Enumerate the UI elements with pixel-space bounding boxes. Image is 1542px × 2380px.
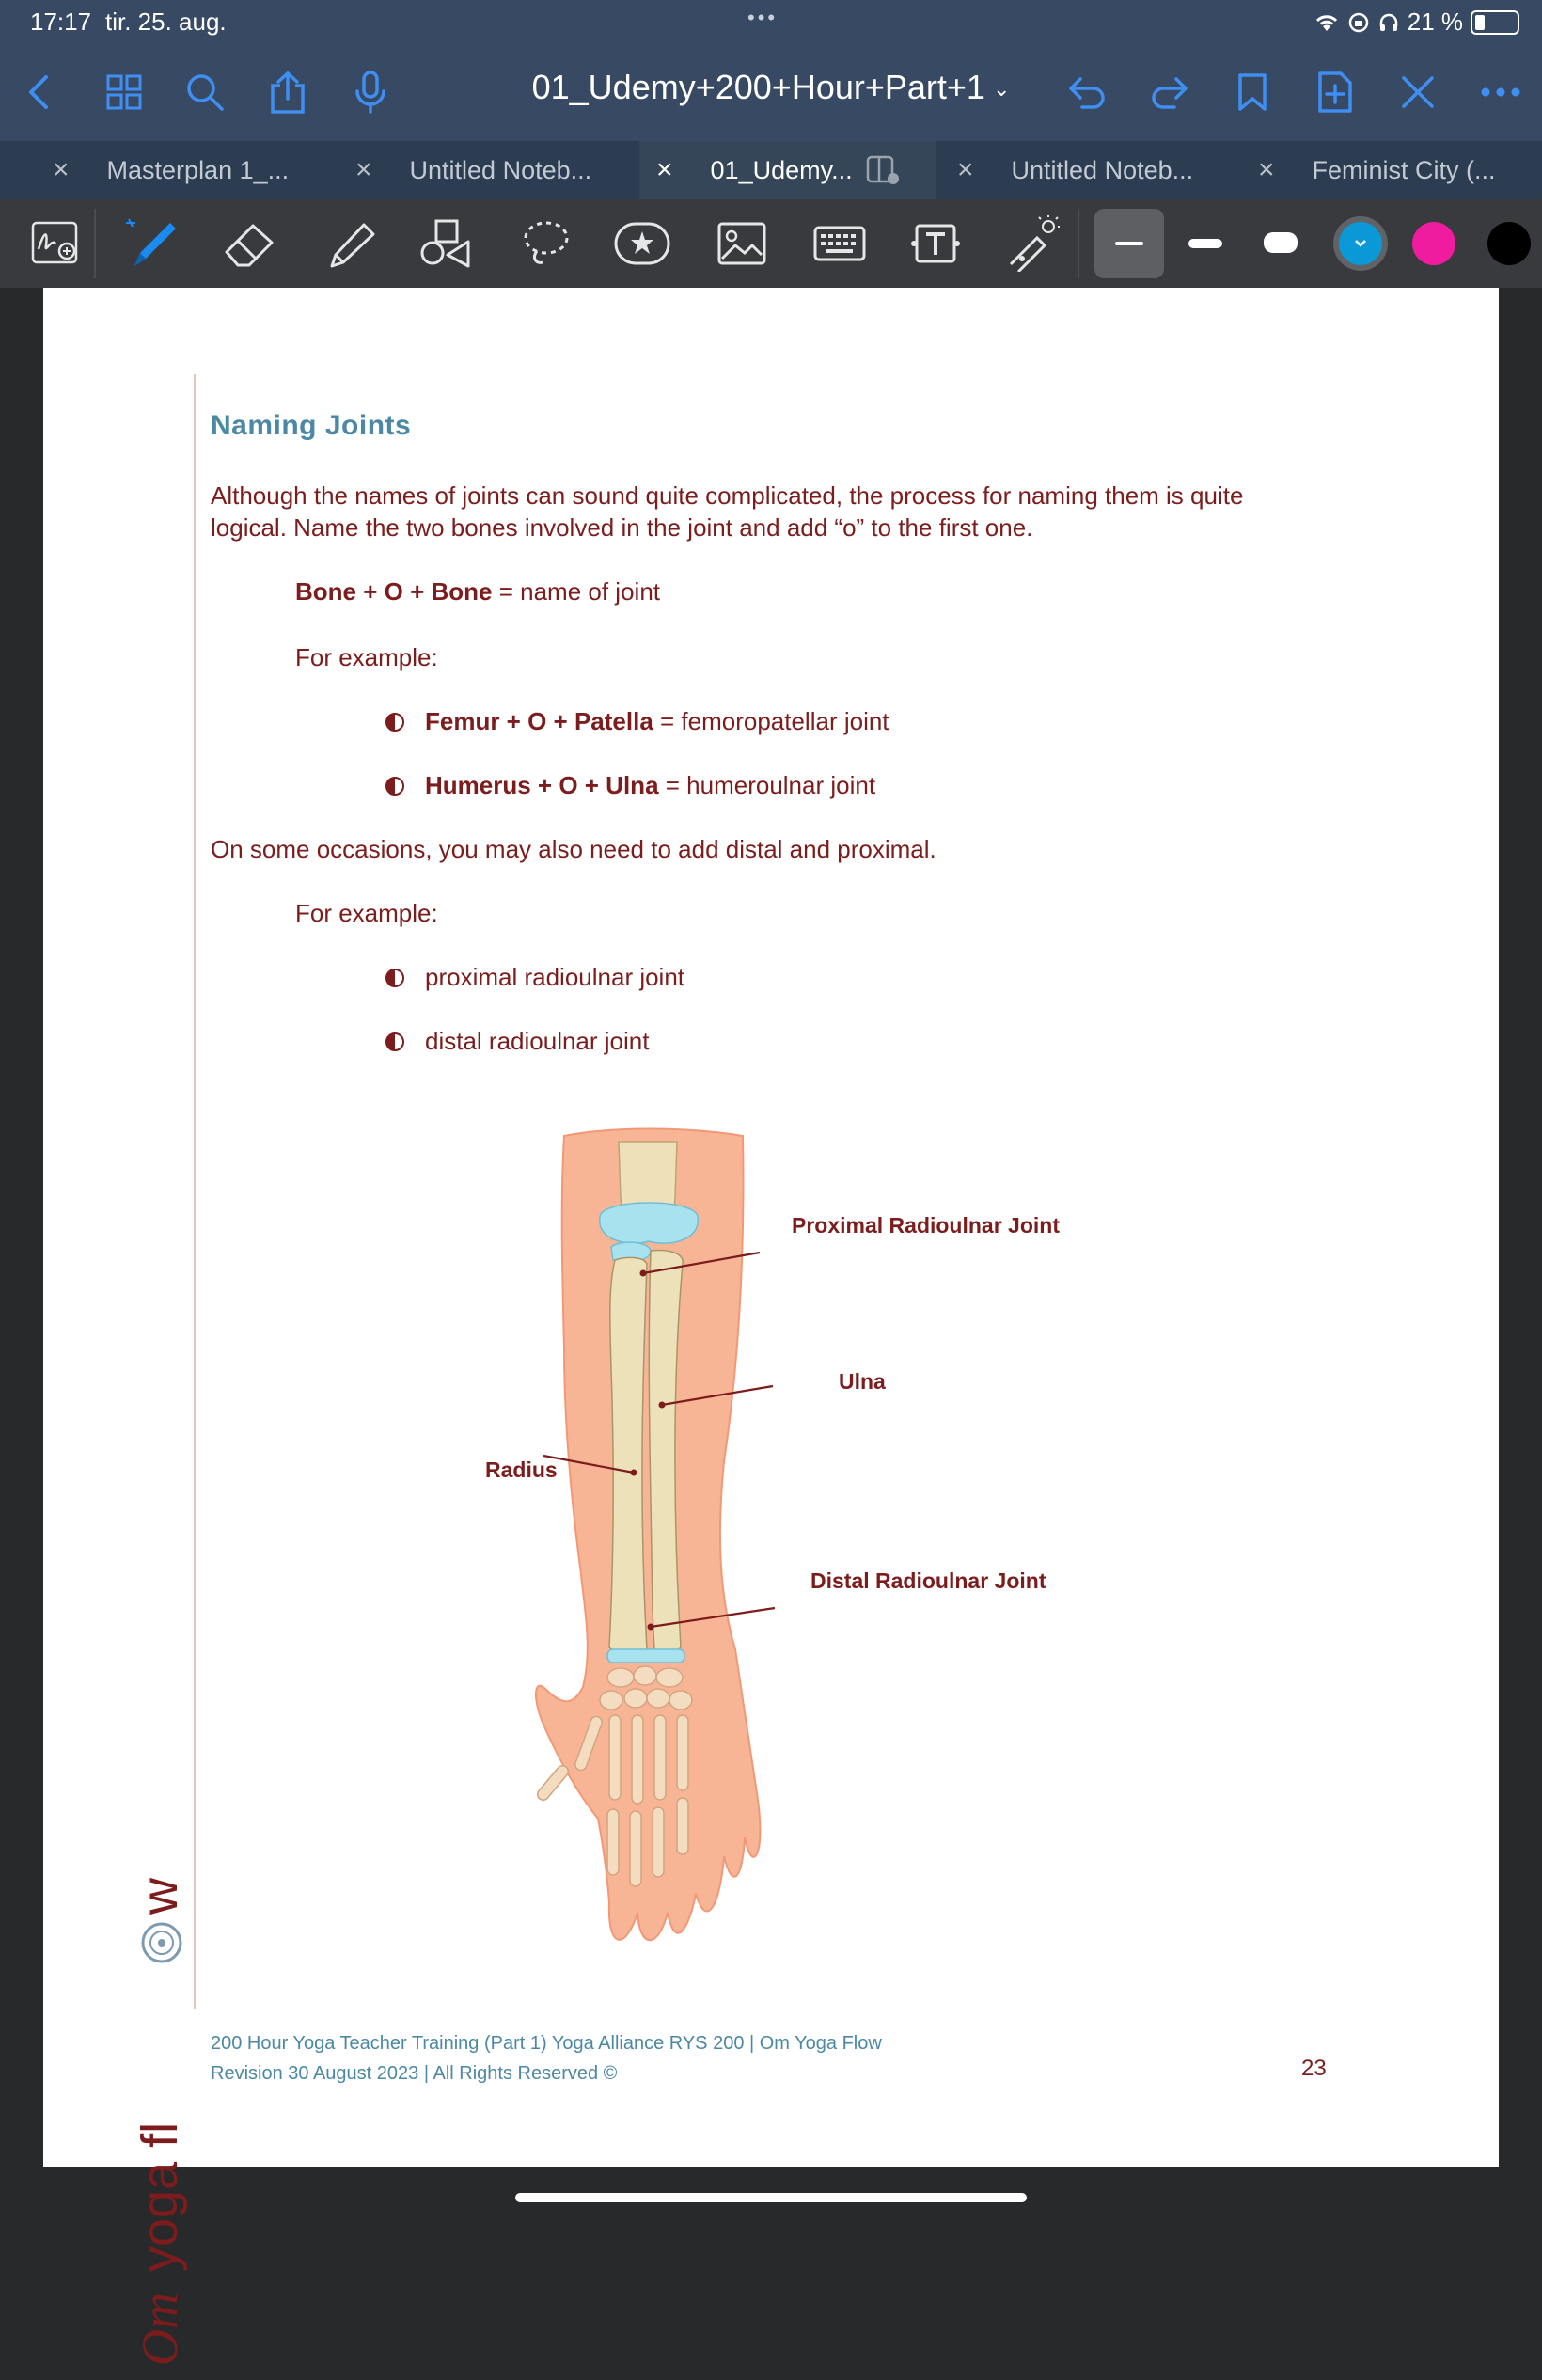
- tab-untitled-notebook-1[interactable]: [355, 141, 591, 199]
- formula-rest: = name of joint: [492, 577, 660, 606]
- stroke-thick-icon[interactable]: [1264, 232, 1298, 253]
- footer-line-1: 200 Hour Yoga Teacher Training (Part 1) Yoga Alliance RYS 200 | Om Yoga Flow: [211, 2033, 882, 2054]
- svg-text:Om: Om: [132, 2293, 188, 2366]
- lasso-icon[interactable]: [515, 213, 577, 275]
- add-page-icon[interactable]: [1309, 66, 1361, 118]
- page-number: 23: [1301, 2056, 1327, 2081]
- page-heading: Naming Joints: [211, 410, 412, 441]
- bullet-femur: [425, 707, 889, 736]
- intro-line-1: Although the names of joints can sound quite complicated, the process for naming them is quite: [211, 481, 1244, 510]
- yin-yang-bullet-icon: [386, 1032, 404, 1051]
- bookmark-icon[interactable]: [1226, 66, 1279, 118]
- yin-yang-bullet-icon: [386, 969, 404, 987]
- multitask-dots[interactable]: •••: [747, 6, 779, 29]
- document-page[interactable]: [43, 288, 1499, 2366]
- share-icon[interactable]: [261, 66, 314, 118]
- tab-untitled-notebook-2[interactable]: [957, 141, 1193, 199]
- thumbnails-grid-icon[interactable]: [98, 66, 150, 118]
- image-icon[interactable]: [711, 213, 773, 275]
- bullet-distal: distal radioulnar joint: [425, 1027, 650, 1055]
- wifi-icon: [1314, 12, 1340, 33]
- forearm-bones-illustration: [442, 1123, 1119, 1969]
- bullet-rest: = femoropatellar joint: [653, 707, 889, 735]
- search-icon[interactable]: [179, 66, 231, 118]
- label-distal-radioulnar: Distal Radioulnar Joint: [810, 1568, 1046, 1593]
- more-options-icon[interactable]: [1474, 66, 1527, 118]
- microphone-icon[interactable]: [344, 66, 397, 118]
- pen-icon[interactable]: [120, 213, 182, 275]
- example-label-2: For example:: [295, 899, 438, 927]
- formula: [295, 577, 660, 607]
- sticker-icon[interactable]: [611, 213, 673, 275]
- bullet-rest: = humeroulnar joint: [658, 771, 876, 799]
- color-black[interactable]: [1487, 222, 1531, 265]
- navigation-bar: [0, 55, 1542, 130]
- bullet-humerus: [425, 771, 875, 800]
- back-icon[interactable]: [13, 66, 66, 118]
- tab-udemy-active[interactable]: [639, 141, 936, 199]
- tab-close-icon[interactable]: ×: [1258, 154, 1275, 185]
- svg-text:w: w: [132, 1878, 188, 1915]
- toolbar-divider: [94, 209, 96, 278]
- laser-pointer-icon[interactable]: [1000, 213, 1062, 275]
- stroke-medium-icon[interactable]: [1188, 239, 1222, 248]
- bullet-bold: Femur + O + Patella: [425, 707, 653, 735]
- status-indicators: [1314, 8, 1519, 37]
- tab-feminist-city[interactable]: [1258, 141, 1496, 199]
- home-indicator[interactable]: [515, 2193, 1027, 2202]
- tab-close-icon[interactable]: ×: [957, 154, 974, 185]
- top-bar: [0, 0, 1542, 141]
- shapes-icon[interactable]: [416, 213, 478, 275]
- chevron-down-icon: ⌄: [992, 77, 1011, 102]
- tab-bar: [0, 141, 1542, 199]
- eraser-icon[interactable]: [218, 213, 280, 275]
- status-date: tir. 25. aug.: [105, 8, 227, 36]
- keyboard-icon[interactable]: [809, 213, 871, 275]
- tab-label: Masterplan 1_...: [106, 155, 290, 184]
- bullet-bold: Humerus + O + Ulna: [425, 771, 659, 799]
- label-ulna: Ulna: [839, 1369, 886, 1394]
- tab-label: Untitled Noteb...: [409, 155, 592, 184]
- label-radius: Radius: [485, 1458, 558, 1482]
- color-blue-selected[interactable]: [1339, 222, 1382, 265]
- yin-yang-bullet-icon: [386, 713, 404, 732]
- undo-icon[interactable]: [1061, 66, 1113, 118]
- tab-close-icon[interactable]: ×: [53, 154, 70, 185]
- tab-label: 01_Udemy...: [710, 155, 853, 184]
- tab-label: Untitled Noteb...: [1011, 155, 1194, 184]
- read-only-toggle-icon[interactable]: [1392, 66, 1444, 118]
- chevron-down-icon: [1353, 239, 1368, 248]
- redo-icon[interactable]: [1143, 66, 1196, 118]
- ink-to-text-icon[interactable]: [24, 213, 87, 275]
- bullet-proximal: proximal radioulnar joint: [425, 963, 685, 991]
- stroke-thin-icon: [1115, 242, 1143, 245]
- orientation-lock-icon: [1347, 11, 1370, 34]
- intro-line-2: logical. Name the two bones involved in the joint and add “o” to the first one.: [211, 513, 1033, 542]
- tab-masterplan[interactable]: [53, 141, 289, 199]
- occasions-text: On some occasions, you may also need to add distal and proximal.: [211, 835, 936, 863]
- yin-yang-bullet-icon: [386, 777, 404, 796]
- color-magenta[interactable]: [1412, 222, 1455, 265]
- battery-icon: [1471, 10, 1519, 35]
- highlighter-icon[interactable]: [320, 213, 382, 275]
- document-title-text: 01_Udemy+200+Hour+Part+1: [531, 68, 985, 106]
- status-time: 17:17: [30, 8, 92, 36]
- battery-percent: 21 %: [1407, 8, 1463, 36]
- footer-line-2: Revision 30 August 2023 | All Rights Reserved ©: [211, 2063, 618, 2084]
- tab-label: Feminist City (...: [1312, 155, 1496, 184]
- example-label-1: For example:: [295, 643, 438, 671]
- tab-close-icon[interactable]: ×: [355, 154, 372, 185]
- text-box-icon[interactable]: [905, 213, 967, 275]
- toolbar-divider: [1078, 209, 1079, 278]
- headphones-icon: [1377, 11, 1400, 34]
- tab-close-icon[interactable]: ×: [656, 154, 673, 185]
- drawing-toolbar: [0, 199, 1542, 288]
- svg-text:yoga fl: yoga fl: [132, 2121, 188, 2272]
- document-title[interactable]: [527, 68, 1015, 107]
- label-proximal-radioulnar: Proximal Radioulnar Joint: [792, 1213, 1060, 1237]
- split-view-icon[interactable]: [866, 155, 900, 185]
- formula-bold: Bone + O + Bone: [295, 577, 493, 606]
